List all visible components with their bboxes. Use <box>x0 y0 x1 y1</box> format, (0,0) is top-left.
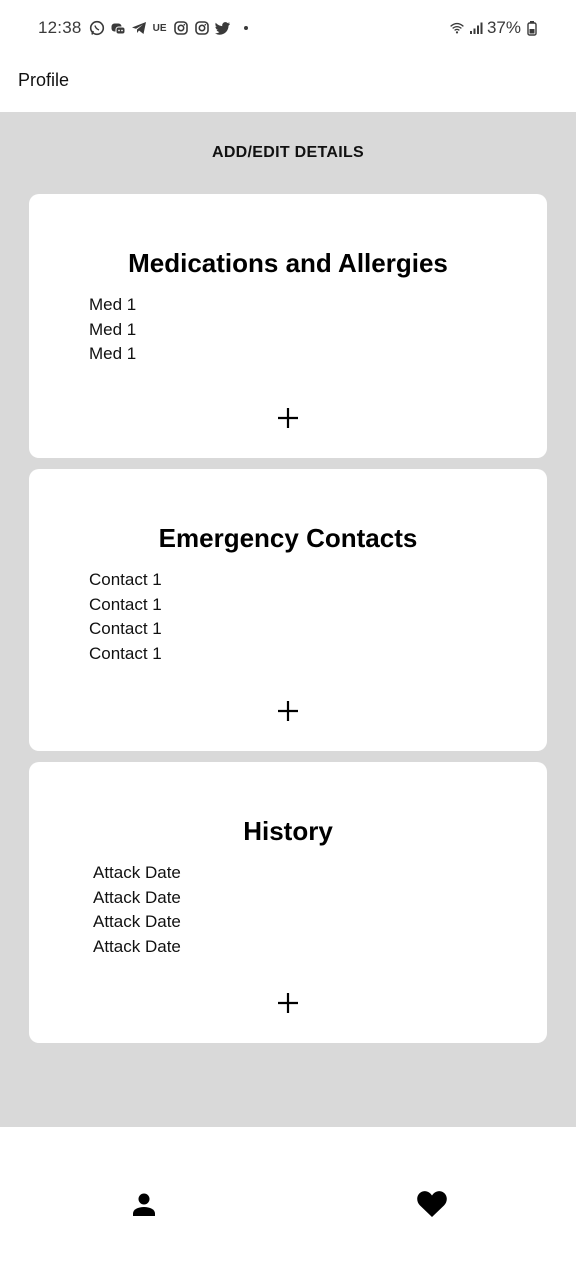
section-heading: ADD/EDIT DETAILS <box>211 144 365 161</box>
card-title: Medications and Allergies <box>128 248 448 278</box>
main-content[interactable] <box>0 112 576 1127</box>
whatsapp-icon <box>89 20 105 36</box>
history-card <box>29 762 547 1043</box>
list-item[interactable]: Contact 1 <box>89 570 162 589</box>
list-item[interactable]: Contact 1 <box>89 643 162 663</box>
wifi-icon <box>449 20 465 36</box>
plus-icon <box>276 406 300 430</box>
battery-icon <box>524 20 540 36</box>
list-item[interactable]: Med 1 <box>89 319 137 339</box>
list-item[interactable]: Med 1 <box>89 295 137 314</box>
signal-icon <box>468 20 484 36</box>
more-notifications-dot <box>244 26 248 30</box>
battery-percent: 37% <box>486 18 521 37</box>
list-item[interactable]: Contact 1 <box>89 594 162 614</box>
card-title: History <box>243 816 333 846</box>
page-title: Profile <box>18 70 70 90</box>
list-item[interactable]: Med 1 <box>89 344 137 363</box>
status-time: 12:38 <box>38 18 82 37</box>
list-item[interactable]: Contact 1 <box>89 619 162 638</box>
ue-icon: UE <box>152 22 167 34</box>
status-right <box>449 18 540 38</box>
medications-card <box>29 194 547 458</box>
list-item[interactable]: Attack Date <box>93 887 181 907</box>
instagram-icon <box>194 20 210 36</box>
bottom-nav <box>0 1127 576 1280</box>
telegram-icon <box>131 20 147 36</box>
list-item[interactable]: Attack Date <box>93 912 181 931</box>
add-history-button[interactable] <box>274 989 302 1017</box>
add-medication-button[interactable] <box>274 404 302 432</box>
person-icon <box>131 1191 157 1217</box>
instagram-icon <box>173 20 189 36</box>
plus-icon <box>276 699 300 723</box>
heart-icon <box>416 1189 448 1219</box>
list-item[interactable]: Attack Date <box>93 936 181 956</box>
medications-list <box>89 293 136 367</box>
list-item[interactable]: Attack Date <box>93 863 181 882</box>
status-left <box>38 18 248 38</box>
status-bar <box>0 0 576 58</box>
discord-icon <box>110 20 126 36</box>
history-list <box>93 861 181 959</box>
plus-icon <box>276 991 300 1015</box>
nav-profile-button[interactable] <box>127 1187 161 1221</box>
add-contact-button[interactable] <box>274 697 302 725</box>
emergency-contacts-card <box>29 469 547 751</box>
nav-favorites-button[interactable] <box>415 1187 449 1221</box>
twitter-icon <box>215 20 231 36</box>
contacts-list <box>89 568 162 666</box>
app-bar <box>0 58 576 112</box>
card-title: Emergency Contacts <box>158 523 418 553</box>
